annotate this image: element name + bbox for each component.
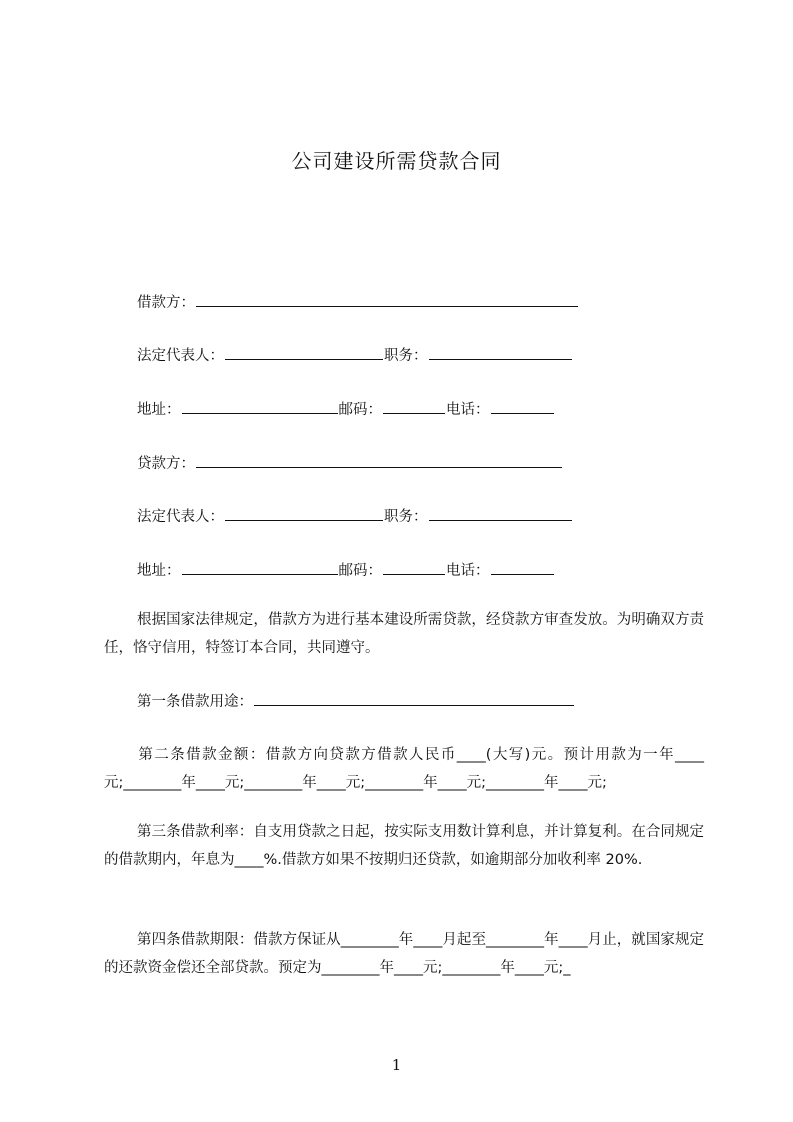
lender-address-label: 地址：	[137, 563, 181, 579]
article3-paragraph	[104, 818, 704, 874]
borrower-address-label: 地址：	[137, 402, 181, 418]
borrower-label: 借款方：	[137, 295, 195, 311]
lender-rep-blank[interactable]	[225, 506, 383, 521]
preamble-paragraph	[104, 606, 704, 662]
page-number: 1	[391, 1056, 402, 1074]
borrower-line	[137, 292, 579, 313]
article2-paragraph	[104, 741, 704, 797]
borrower-position-blank[interactable]	[429, 345, 572, 360]
article1-line	[137, 691, 575, 712]
lender-label: 贷款方：	[137, 456, 195, 472]
borrower-phone-blank[interactable]	[491, 399, 554, 414]
preamble-text: 根据国家法律规定，借款方为进行基本建设所需贷款，经贷款方审查发放。为明确双方责任，恪守信用，特签订本合同，共同遵守。	[104, 612, 704, 656]
borrower-position-label: 职务：	[384, 348, 428, 364]
lender-phone-blank[interactable]	[491, 560, 554, 575]
lender-position-label: 职务：	[384, 509, 428, 525]
borrower-rep-label: 法定代表人：	[137, 348, 224, 364]
lender-name-blank[interactable]	[196, 453, 562, 468]
lender-phone-label: 电话：	[446, 563, 490, 579]
lender-position-blank[interactable]	[429, 506, 572, 521]
article2-text: 第二条借款金额：借款方向贷款方借款人民币____(大写)元。预计用款为一年____元;________年____元;________年____元;________年____元;________年____元;	[104, 747, 704, 791]
borrower-phone-label: 电话：	[446, 402, 490, 418]
lender-line	[137, 453, 563, 474]
borrower-rep-blank[interactable]	[225, 345, 383, 360]
lender-postcode-blank[interactable]	[383, 560, 445, 575]
borrower-address-blank[interactable]	[182, 399, 338, 414]
borrower-name-blank[interactable]	[196, 292, 578, 307]
borrower-rep-line	[137, 345, 573, 366]
lender-address-blank[interactable]	[182, 560, 338, 575]
lender-rep-line	[137, 506, 573, 527]
lender-rep-label: 法定代表人：	[137, 509, 224, 525]
article1-purpose-blank[interactable]	[254, 691, 574, 706]
article4-paragraph	[104, 926, 704, 982]
lender-postcode-label: 邮码：	[338, 563, 382, 579]
borrower-postcode-label: 邮码：	[338, 402, 382, 418]
document-title: 公司建设所需贷款合同	[291, 149, 502, 173]
borrower-postcode-blank[interactable]	[383, 399, 445, 414]
article1-label: 第一条借款用途：	[137, 694, 253, 710]
borrower-address-line	[137, 399, 555, 420]
article3-text: 第三条借款利率：自支用贷款之日起，按实际支用数计算利息，并计算复利。在合同规定的借款期内，年息为____%.借款方如果不按期归还贷款，如逾期部分加收利率 20%.	[104, 824, 704, 868]
lender-address-line	[137, 560, 555, 581]
article4-text: 第四条借款期限：借款方保证从________年____月起至________年____月止，就国家规定的还款资金偿还全部贷款。预定为________年____元;________年____元;_	[104, 932, 704, 976]
